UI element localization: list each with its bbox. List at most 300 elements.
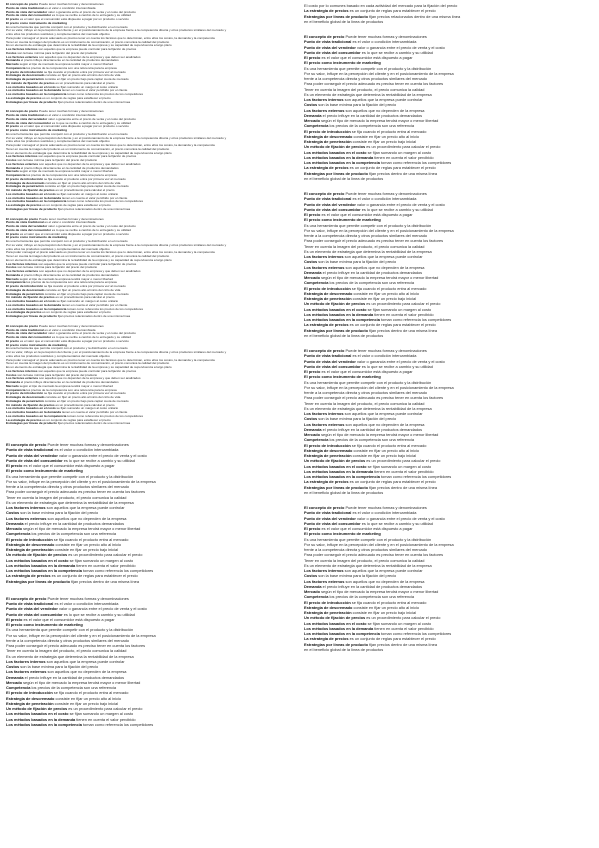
definition: se fija cuando el producto entra por primera vez al mercado	[43, 285, 126, 288]
term: Un método de fijación de precios	[304, 144, 366, 150]
definition: es el valor que el consumidor está dispuesto a pagar	[320, 526, 413, 531]
term: Punto de vista tradicional	[304, 196, 352, 202]
definition: Para poder conseguir el precio adecuado es preciso tener en cuenta los factores que lo determinan, entre ellos los costos, la demanda y la competencia	[6, 358, 215, 362]
definition: Para poder conseguir el precio adecuado es preciso tener en cuenta los factores	[304, 552, 444, 558]
term: Estrategia de penetración	[6, 185, 44, 189]
definition: es un conjunto de reglas para establecer el precio	[348, 8, 436, 14]
definition: el precio influye en la cantidad de productos demandados	[23, 674, 125, 680]
term: Demanda	[6, 520, 24, 526]
definition: según el tipo de mercado la empresa tendrá mayor o menor libertad	[18, 63, 113, 66]
definition: consiste en fijar un precio alto al inicio del ciclo de vida	[44, 181, 121, 185]
definition: se fija cuando el producto entra por primera vez al mercado	[43, 177, 126, 181]
term: Los factores internos	[6, 48, 38, 51]
definition: Tener en cuenta la imagen del producto, el precio comunica la calidad	[304, 557, 425, 563]
term: Los factores internos	[6, 658, 46, 664]
definition: Por su valor, influye en la percepción del cliente y en el posicionamiento de la empresa frente a la competencia directa y otros productos similares del mercado y	[6, 243, 227, 247]
definition: fijan precios relacionados dentro de una misma línea	[56, 207, 131, 211]
definition: Es una herramienta que permite competir con el producto y la distribución	[304, 379, 432, 385]
definition: Es un elemento de estrategia que determina la rentabilidad de la empresa	[304, 91, 432, 97]
definition: toman como referencia los precios de los competidores	[66, 414, 144, 418]
term: Estrategias por líneas de producto	[6, 100, 57, 104]
term: Los métodos basados en la demanda	[6, 562, 76, 568]
term: El precio como instrumento de marketing	[6, 236, 68, 240]
term: Mercado	[6, 384, 19, 388]
definition: fijan precios dentro de una misma línea	[70, 578, 139, 584]
definition: es el valor o condición intercambiada	[43, 6, 96, 10]
definition: Para poder conseguir el precio adecuado es preciso tener en cuenta los factores	[304, 81, 444, 87]
definition: valor o ganancia entre el precio de venta y el costo del producto	[47, 225, 136, 228]
term: Punto de vista del vendedor	[304, 515, 356, 521]
definition: es lo que se recibe a cambio de lo entregado y su utilidad	[51, 228, 131, 232]
term: El precio	[6, 339, 20, 343]
definition: valor o ganancia entre el precio de venta y el costo	[57, 452, 147, 458]
term: Los métodos basados en el costo	[6, 711, 69, 717]
definition: son la base mínima para la fijación del precio del producto	[16, 266, 98, 270]
term: Costos	[304, 102, 318, 108]
term: Competencia	[304, 123, 329, 129]
definition: Puede tener muchas formas y denominaciones	[344, 505, 427, 510]
term: Competencia	[6, 66, 26, 70]
definition: Tener en cuenta la imagen del producto, el precio comunica la calidad	[6, 494, 127, 500]
term: El concepto de precio	[6, 442, 47, 447]
term: Punto de vista del vendedor	[6, 606, 58, 612]
term: Los métodos basados en el costo	[304, 149, 367, 155]
definition: es un procedimiento para calcular el precio	[54, 403, 115, 407]
term: Estrategia de descremado	[304, 447, 353, 453]
definition: tienen en cuenta el valor percibido por el cliente	[61, 196, 128, 200]
definition: consiste en fijar un precio bajo para captar cuota de mercado	[43, 292, 129, 296]
term: Costos	[6, 266, 17, 270]
term: Los métodos basados en la competencia	[6, 200, 67, 204]
definition: según el tipo de mercado la empresa tendrá mayor o menor libertad	[18, 277, 113, 281]
term: Los métodos basados en la demanda	[6, 196, 62, 200]
definition: son aquellos que no dependen de la empresa	[344, 107, 425, 113]
definition: Por su valor, influye en la percepción del cliente y en el posicionamiento de la empresa	[6, 478, 156, 484]
term: Punto de vista tradicional	[6, 6, 44, 10]
term: Los factores externos	[304, 421, 345, 427]
definition: en el beneficio global de la línea de productos	[304, 646, 384, 652]
definition: toman como referencia los precios de los competidores	[66, 93, 144, 96]
definition: según el tipo de mercado la empresa tendrá mayor o menor libertad	[18, 170, 113, 174]
definition: es el valor que el consumidor está dispuesto a pagar	[320, 55, 413, 60]
term: Punto de vista tradicional	[6, 447, 54, 453]
definition: tienen en cuenta el valor percibido por el cliente	[61, 411, 128, 414]
definition: el precio influye en la cantidad de productos demandados	[321, 269, 423, 275]
term: El concepto de precio	[304, 191, 345, 196]
term: El precio como instrumento de marketing	[6, 468, 83, 474]
term: Estrategias por líneas de producto	[304, 13, 368, 19]
definition: Para poder conseguir el precio adecuado es preciso tener en cuenta los factores que lo determinan, entre ellos los costos, la demanda y la competencia	[6, 251, 215, 255]
definition: Puede tener muchas formas y denominaciones	[38, 3, 104, 6]
definition: fijan precios dentro de una misma línea	[368, 327, 437, 333]
definition: Por su valor, influye en la percepción del cliente y en el posicionamiento de la empresa	[304, 541, 454, 547]
definition: es lo que se recibe a cambio y su utilidad	[360, 363, 433, 369]
definition: consiste en fijar un precio bajo inicial	[351, 610, 417, 615]
definition: el precio influye en la cantidad de productos demandados	[321, 112, 423, 118]
definition: Tener en cuenta la imagen del producto, el precio comunica la calidad	[304, 86, 425, 92]
term: Los factores internos	[6, 262, 38, 266]
term: El precio	[304, 526, 321, 531]
definition: Tener en cuenta la imagen del producto es un instrumento de comunicación, el precio comunica la calidad del producto	[6, 147, 170, 151]
term: La estrategia de precios	[6, 204, 42, 207]
definition: los precios de la competencia son una referencia para la empresa	[25, 281, 117, 285]
term: Punto de vista del consumidor	[304, 363, 361, 369]
term: Un método de fijación de precios	[6, 81, 55, 85]
definition: se fijan sumando un margen al costo	[68, 557, 134, 563]
definition: es el valor que el consumidor está dispuesto a pagar	[320, 369, 413, 374]
definition: consiste en fijar un precio alto al inicio	[352, 290, 420, 296]
definition: Tener en cuenta la imagen del producto es un instrumento de comunicación, el precio comunica la calidad del producto	[6, 40, 170, 44]
definition: es un conjunto de reglas para establecer el precio	[348, 322, 436, 328]
definition: consiste en fijar un precio bajo para captar cuota de mercado	[43, 185, 129, 189]
term: Los métodos basados en la demanda	[6, 89, 62, 93]
definition: es un conjunto de reglas para establecer el precio	[348, 636, 436, 642]
definition: es un conjunto de reglas para establecer el precio	[41, 418, 111, 422]
term: Punto de vista tradicional	[6, 114, 44, 117]
term: Los factores externos	[6, 377, 39, 381]
definition: los precios de la competencia son una referencia	[328, 594, 415, 600]
definition: son aquellos que la empresa puede controlar para la fijación de precios	[37, 48, 137, 51]
definition: son aquellos que la empresa puede controlar	[45, 505, 125, 510]
definition: fijan precios dentro de una misma línea	[368, 170, 437, 176]
term: El concepto de precio	[6, 217, 39, 221]
term: El concepto de precio	[304, 348, 345, 353]
term: Punto de vista del vendedor	[6, 10, 48, 14]
term: Punto de vista del vendedor	[304, 201, 356, 207]
definition: son aquellos que la empresa puede controlar	[343, 97, 423, 102]
definition: Para poder conseguir el precio adecuado es preciso tener en cuenta los factores	[6, 489, 146, 495]
term: Punto de vista del consumidor	[6, 14, 52, 18]
definition: es el valor o condición intercambiada	[351, 39, 417, 45]
note-line	[6, 722, 296, 727]
term: La estrategia de precios	[304, 636, 349, 642]
definition: fijan precios dentro de una misma línea	[368, 641, 437, 647]
definition: se fijan sumando un margen al costo	[366, 306, 432, 312]
term: Un método de fijación de precios	[6, 296, 55, 300]
definition: se fija cuando el producto entra al mercado	[350, 285, 427, 291]
definition: se fija cuando el producto entra al mercado	[52, 690, 129, 696]
definition: son la base mínima para la fijación del precio	[317, 102, 397, 108]
definition: es el valor o condición intercambiada	[53, 447, 119, 453]
term: Los métodos basados en el costo	[6, 407, 56, 411]
definition: son aquellos que no dependen de la empresa	[46, 669, 127, 675]
term: Demanda	[304, 112, 322, 118]
term: El precio de introducción	[6, 177, 44, 181]
definition: son aquellos que no dependen de la empresa y que deben ser analizados	[38, 270, 141, 273]
definition: toman como referencia los competidores	[379, 160, 452, 165]
term: Estrategia de descremado	[6, 288, 45, 292]
term: El precio	[6, 616, 23, 622]
definition: son la base mínima para la fijación del precio del producto	[16, 51, 98, 55]
term: Los factores internos	[304, 97, 344, 102]
term: La estrategia de precios	[6, 311, 42, 315]
definition: el precio influye directamente en la cantidad de productos demandados	[19, 381, 119, 384]
term: El precio de introducción	[304, 442, 351, 448]
definition: es lo que se recibe a cambio y su utilidad	[62, 457, 135, 463]
definition: es el valor o condición intercambiada	[351, 353, 417, 359]
term: Mercado	[304, 275, 320, 280]
term: Mercado	[6, 526, 22, 531]
term: El precio como instrumento de marketing	[6, 129, 68, 132]
term: Punto de vista del consumidor	[304, 520, 361, 526]
term: Competencia	[6, 281, 26, 285]
definition: el precio influye directamente en la cantidad de productos demandados	[19, 59, 119, 63]
definition: consiste en fijar un precio alto al inicio del ciclo de vida	[44, 396, 121, 399]
definition: Es una herramienta que permite competir con el producto y la distribución en el mercado	[6, 240, 128, 243]
definition: son aquellos que no dependen de la empresa y que deben ser analizados	[38, 55, 141, 59]
definition: los precios de la competencia son una referencia	[328, 280, 415, 286]
definition: se fija cuando el producto entra al mercado	[350, 442, 427, 448]
definition: Es una herramienta que permite competir con el producto y la distribución en el mercado	[6, 25, 128, 29]
term: Los métodos basados en la demanda	[304, 625, 374, 631]
definition: valor o ganancia entre el precio de venta y el costo	[355, 515, 445, 521]
definition: tienen en cuenta el valor percibido	[75, 716, 136, 722]
definition: consiste en fijar un precio bajo para captar cuota de mercado	[43, 78, 129, 81]
term: Los métodos basados en la demanda	[304, 154, 374, 160]
definition: se fijan sumando un margen al costo	[68, 711, 134, 717]
term: Competencia	[6, 388, 26, 392]
term: El concepto de precio	[6, 324, 39, 328]
note-block	[304, 34, 593, 181]
term: Estrategia de penetración	[6, 700, 54, 706]
term: Los factores internos	[304, 254, 344, 259]
definition: Puede tener muchas formas y denominaciones	[344, 348, 427, 353]
term: Mercado	[6, 679, 22, 685]
definition: son aquellos que no dependen de la empresa	[46, 515, 127, 521]
term: Estrategia de descremado	[6, 181, 45, 185]
definition: es un procedimiento para calcular el precio	[365, 458, 441, 464]
definition: se fijan sumando un margen al costo unitario	[55, 192, 119, 196]
definition: son aquellos que la empresa puede controlar para la fijación de precios	[37, 262, 137, 266]
term: Estrategia de penetración	[6, 399, 44, 403]
term: Demanda	[304, 269, 322, 275]
definition: Por su valor, influye en la percepción del cliente y en el posicionamiento de la empresa frente a la competencia directa y otros productos similares del mercado y	[6, 351, 227, 354]
definition: en el beneficio global de la línea de productos	[304, 332, 384, 338]
definition: se fijan sumando un margen al costo unitario	[55, 85, 119, 89]
definition: en el beneficio global de la línea de productos	[304, 175, 384, 181]
definition: tienen en cuenta el valor percibido	[373, 311, 434, 317]
definition: los precios de la competencia son una referencia	[30, 685, 117, 690]
definition: Es una herramienta que permite competir con el producto y la distribución	[6, 627, 134, 633]
term: Mercado	[304, 118, 320, 123]
definition: es un procedimiento para calcular el precio	[54, 189, 115, 192]
definition: toman como referencia los precios de los competidores	[66, 200, 144, 204]
definition: Es un elemento de estrategia que determina la rentabilidad de la empresa y su capacidad de supervivencia a largo plazo	[6, 366, 172, 369]
definition: entre ellos los productos sustitutos y complementarios del mercado objetivo	[6, 354, 110, 358]
definition: son la base mínima para la fijación del precio	[19, 664, 99, 669]
term: Estrategia de descremado	[6, 74, 45, 78]
term: Los factores internos	[6, 155, 38, 159]
definition: El costo por lo comunes basado en cada actividad del mercado para la fijación del precio	[304, 3, 458, 8]
note-block	[6, 218, 296, 319]
definition: Puede tener muchas formas y denominaciones	[46, 442, 129, 447]
definition: Es un elemento de estrategia que determina la rentabilidad de la empresa y su capacidad de supervivencia a largo plazo	[6, 151, 172, 155]
definition: fijan precios relacionados dentro de una misma línea	[368, 13, 461, 19]
term: Costos	[6, 51, 17, 55]
definition: es lo que se recibe a cambio y su utilidad	[62, 611, 135, 617]
term: El precio de introducción	[6, 536, 53, 542]
definition: Es un elemento de estrategia que determina la rentabilidad de la empresa y su capacidad de supervivencia a largo plazo	[6, 44, 172, 48]
definition: se fija cuando el producto entra al mercado	[350, 128, 427, 134]
term: Punto de vista tradicional	[6, 601, 54, 606]
definition: en el beneficio global de la línea de productos	[304, 18, 384, 24]
term: El precio como instrumento de marketing	[6, 622, 83, 627]
definition: Es un elemento de estrategia que determina la rentabilidad de la empresa	[6, 499, 134, 505]
definition: Puede tener muchas formas y denominaciones	[344, 34, 427, 39]
definition: los precios de la competencia son una referencia	[30, 531, 117, 537]
definition: es un conjunto de reglas para establecer el precio	[41, 96, 111, 100]
term: Estrategia de penetración	[6, 78, 44, 81]
definition: Para poder conseguir el precio adecuado es preciso tener en cuenta los factores	[304, 238, 444, 244]
term: Competencia	[6, 531, 31, 537]
term: El precio como instrumento de marketing	[6, 343, 68, 347]
term: Estrategia de penetración	[304, 610, 352, 615]
term: Estrategias por líneas de producto	[6, 315, 57, 318]
definition: valor o ganancia entre el precio de venta y el costo	[355, 358, 445, 364]
definition: es el valor que el consumidor está dispuesto a pagar	[22, 616, 115, 622]
definition: es el valor que el consumidor está dispuesto a pagar por un producto o servicio	[19, 339, 129, 343]
definition: Tener en cuenta la imagen del producto, el precio comunica la calidad	[6, 648, 127, 654]
definition: son aquellos que no dependen de la empresa	[344, 421, 425, 427]
definition: Para poder conseguir el precio adecuado es preciso tener en cuenta los factores	[6, 643, 146, 648]
definition: Para poder conseguir el precio adecuado es preciso tener en cuenta los factores	[304, 395, 444, 401]
term: Estrategias por líneas de producto	[6, 207, 57, 211]
term: Competencia	[6, 685, 31, 690]
definition: consiste en fijar un precio alto al inicio	[54, 695, 122, 701]
definition: Es un elemento de estrategia que determina la rentabilidad de la empresa	[304, 562, 432, 568]
term: Los métodos basados en la competencia	[304, 160, 380, 165]
term: El precio	[6, 125, 20, 129]
definition: es un conjunto de reglas para establecer el precio	[348, 165, 436, 171]
definition: se fija cuando el producto entra al mercado	[52, 536, 129, 542]
definition: es el valor que el consumidor está dispuesto a pagar	[22, 463, 115, 468]
definition: según el tipo de mercado la empresa tendrá mayor o menor libertad	[18, 384, 113, 388]
definition: son la base mínima para la fijación del precio del producto	[16, 159, 98, 162]
definition: toman como referencia los competidores	[379, 317, 452, 322]
term: Costos	[6, 664, 20, 669]
term: Estrategia de penetración	[304, 453, 352, 458]
term: Los factores internos	[6, 505, 46, 510]
definition: es un procedimiento para calcular el precio	[67, 706, 143, 711]
term: La estrategia de precios	[6, 96, 42, 100]
definition: valor o ganancia entre el precio de venta y el costo	[355, 201, 445, 207]
term: Estrategia de descremado	[6, 695, 55, 701]
term: El concepto de precio	[304, 34, 345, 39]
definition: son la base mínima para la fijación del precio	[317, 416, 397, 422]
definition: Por su valor, influye en la percepción del cliente y en el posicionamiento de la empresa	[304, 70, 454, 76]
term: Costos	[304, 416, 318, 422]
definition: fijan precios relacionados dentro de una misma línea	[56, 422, 131, 426]
term: El precio	[304, 369, 321, 374]
definition: son la base mínima para la fijación del precio	[317, 573, 397, 579]
term: Punto de vista tradicional	[304, 39, 352, 45]
definition: según el tipo de mercado la empresa tendrá mayor o menor libertad	[320, 589, 439, 594]
term: Estrategia de descremado	[304, 133, 353, 139]
term: Los métodos basados en el costo	[6, 300, 56, 303]
term: Estrategia de penetración	[304, 139, 352, 144]
note-block	[304, 348, 593, 495]
definition: consiste en fijar un precio bajo para captar cuota de mercado	[43, 399, 129, 403]
term: Estrategia de penetración	[304, 296, 352, 301]
definition: Es una herramienta que permite competir con el producto y la distribución	[304, 536, 432, 542]
term: Los factores externos	[304, 578, 345, 584]
term: Los factores externos	[6, 270, 39, 273]
definition: toman como referencia los competidores	[81, 721, 154, 727]
term: Demanda	[304, 426, 322, 432]
term: Los métodos basados en la competencia	[6, 414, 67, 418]
definition: se fijan sumando un margen al costo	[366, 463, 432, 469]
definition: consiste en fijar un precio bajo inicial	[53, 700, 119, 706]
term: Demanda	[6, 381, 20, 384]
definition: son aquellos que no dependen de la empresa y que deben ser analizados	[38, 377, 141, 381]
definition: Por su valor, influye en la percepción del cliente y en el posicionamiento de la empresa frente a la competencia directa y otros productos similares del mercado y	[6, 136, 227, 140]
term: Mercado	[6, 277, 19, 281]
note-block	[304, 191, 593, 338]
definition: tienen en cuenta el valor percibido	[373, 625, 434, 631]
term: El concepto de precio	[6, 595, 47, 601]
definition: Por su valor, influye en la percepción del cliente y en el posicionamiento de la empresa	[304, 227, 454, 233]
term: Los factores internos	[6, 369, 38, 373]
definition: Es un elemento de estrategia que determina la rentabilidad de la empresa	[304, 248, 432, 254]
definition: son aquellos que la empresa puede controlar	[45, 658, 125, 664]
term: Estrategias por líneas de producto	[304, 641, 368, 647]
definition: Tener en cuenta la imagen del producto es un instrumento de comunicación, el precio comunica la calidad del producto	[6, 255, 170, 258]
definition: Es un elemento de estrategia que determina la rentabilidad de la empresa	[6, 653, 134, 659]
definition: Tener en cuenta la imagen del producto, el precio comunica la calidad	[304, 400, 425, 406]
term: El precio de introducción	[304, 285, 351, 291]
definition: es el valor o condición intercambiada	[53, 601, 119, 606]
term: El precio como instrumento de marketing	[304, 217, 381, 223]
definition: Es una herramienta que permite competir con el producto y la distribución	[304, 222, 432, 228]
term: Estrategia de descremado	[304, 290, 353, 296]
definition: según el tipo de mercado la empresa tendrá mayor o menor libertad	[320, 432, 439, 437]
definition: Es una herramienta que permite competir con el producto y la distribución	[304, 65, 432, 71]
term: Los métodos basados en la competencia	[6, 93, 67, 96]
definition: entre ellos los productos sustitutos y complementarios del mercado objetivo	[6, 247, 110, 251]
term: Un método de fijación de precios	[304, 301, 366, 307]
definition: son la base mínima para la fijación del precio	[317, 259, 397, 265]
definition: frente a la competencia directa y otros productos similares del mercado	[304, 390, 428, 395]
note-block	[6, 110, 296, 211]
definition: Por su valor, influye en la percepción del cliente y en el posicionamiento de la empresa frente a la competencia directa y otros productos similares del mercado y	[6, 29, 227, 33]
note-line	[304, 647, 593, 652]
term: Un método de fijación de precios	[304, 458, 366, 464]
term: Los métodos basados en el costo	[304, 306, 367, 312]
definition: Puede tener muchas formas y denominaciones	[38, 110, 104, 114]
definition: Puede tener muchas formas y denominaciones	[38, 217, 104, 221]
term: Un método de fijación de precios	[6, 552, 68, 558]
definition: valor o ganancia entre el precio de venta y el costo	[355, 44, 445, 50]
definition: los precios de la competencia son una referencia para la empresa	[25, 66, 117, 70]
definition: es un procedimiento para calcular el precio	[67, 552, 143, 558]
term: Competencia	[304, 437, 329, 443]
definition: frente a la competencia directa y otros productos similares del mercado	[304, 76, 428, 81]
definition: se fija cuando el producto entra por primera vez al mercado	[43, 392, 126, 396]
term: El precio como instrumento de marketing	[304, 531, 381, 537]
definition: el precio influye en la cantidad de productos demandados	[321, 426, 423, 432]
definition: Puede tener muchas formas y denominaciones	[46, 595, 129, 601]
term: Estrategia de descremado	[304, 604, 353, 610]
definition: los precios de la competencia son una referencia para la empresa	[25, 388, 117, 392]
left-notes	[6, 426, 296, 727]
term: Punto de vista del consumidor	[6, 228, 52, 232]
term: El concepto de precio	[6, 110, 39, 114]
definition: es el valor o condición intercambiada	[43, 221, 96, 225]
term: Demanda	[6, 273, 20, 277]
term: El precio	[6, 18, 20, 21]
term: Demanda	[6, 674, 24, 680]
term: Punto de vista del vendedor	[6, 117, 48, 121]
